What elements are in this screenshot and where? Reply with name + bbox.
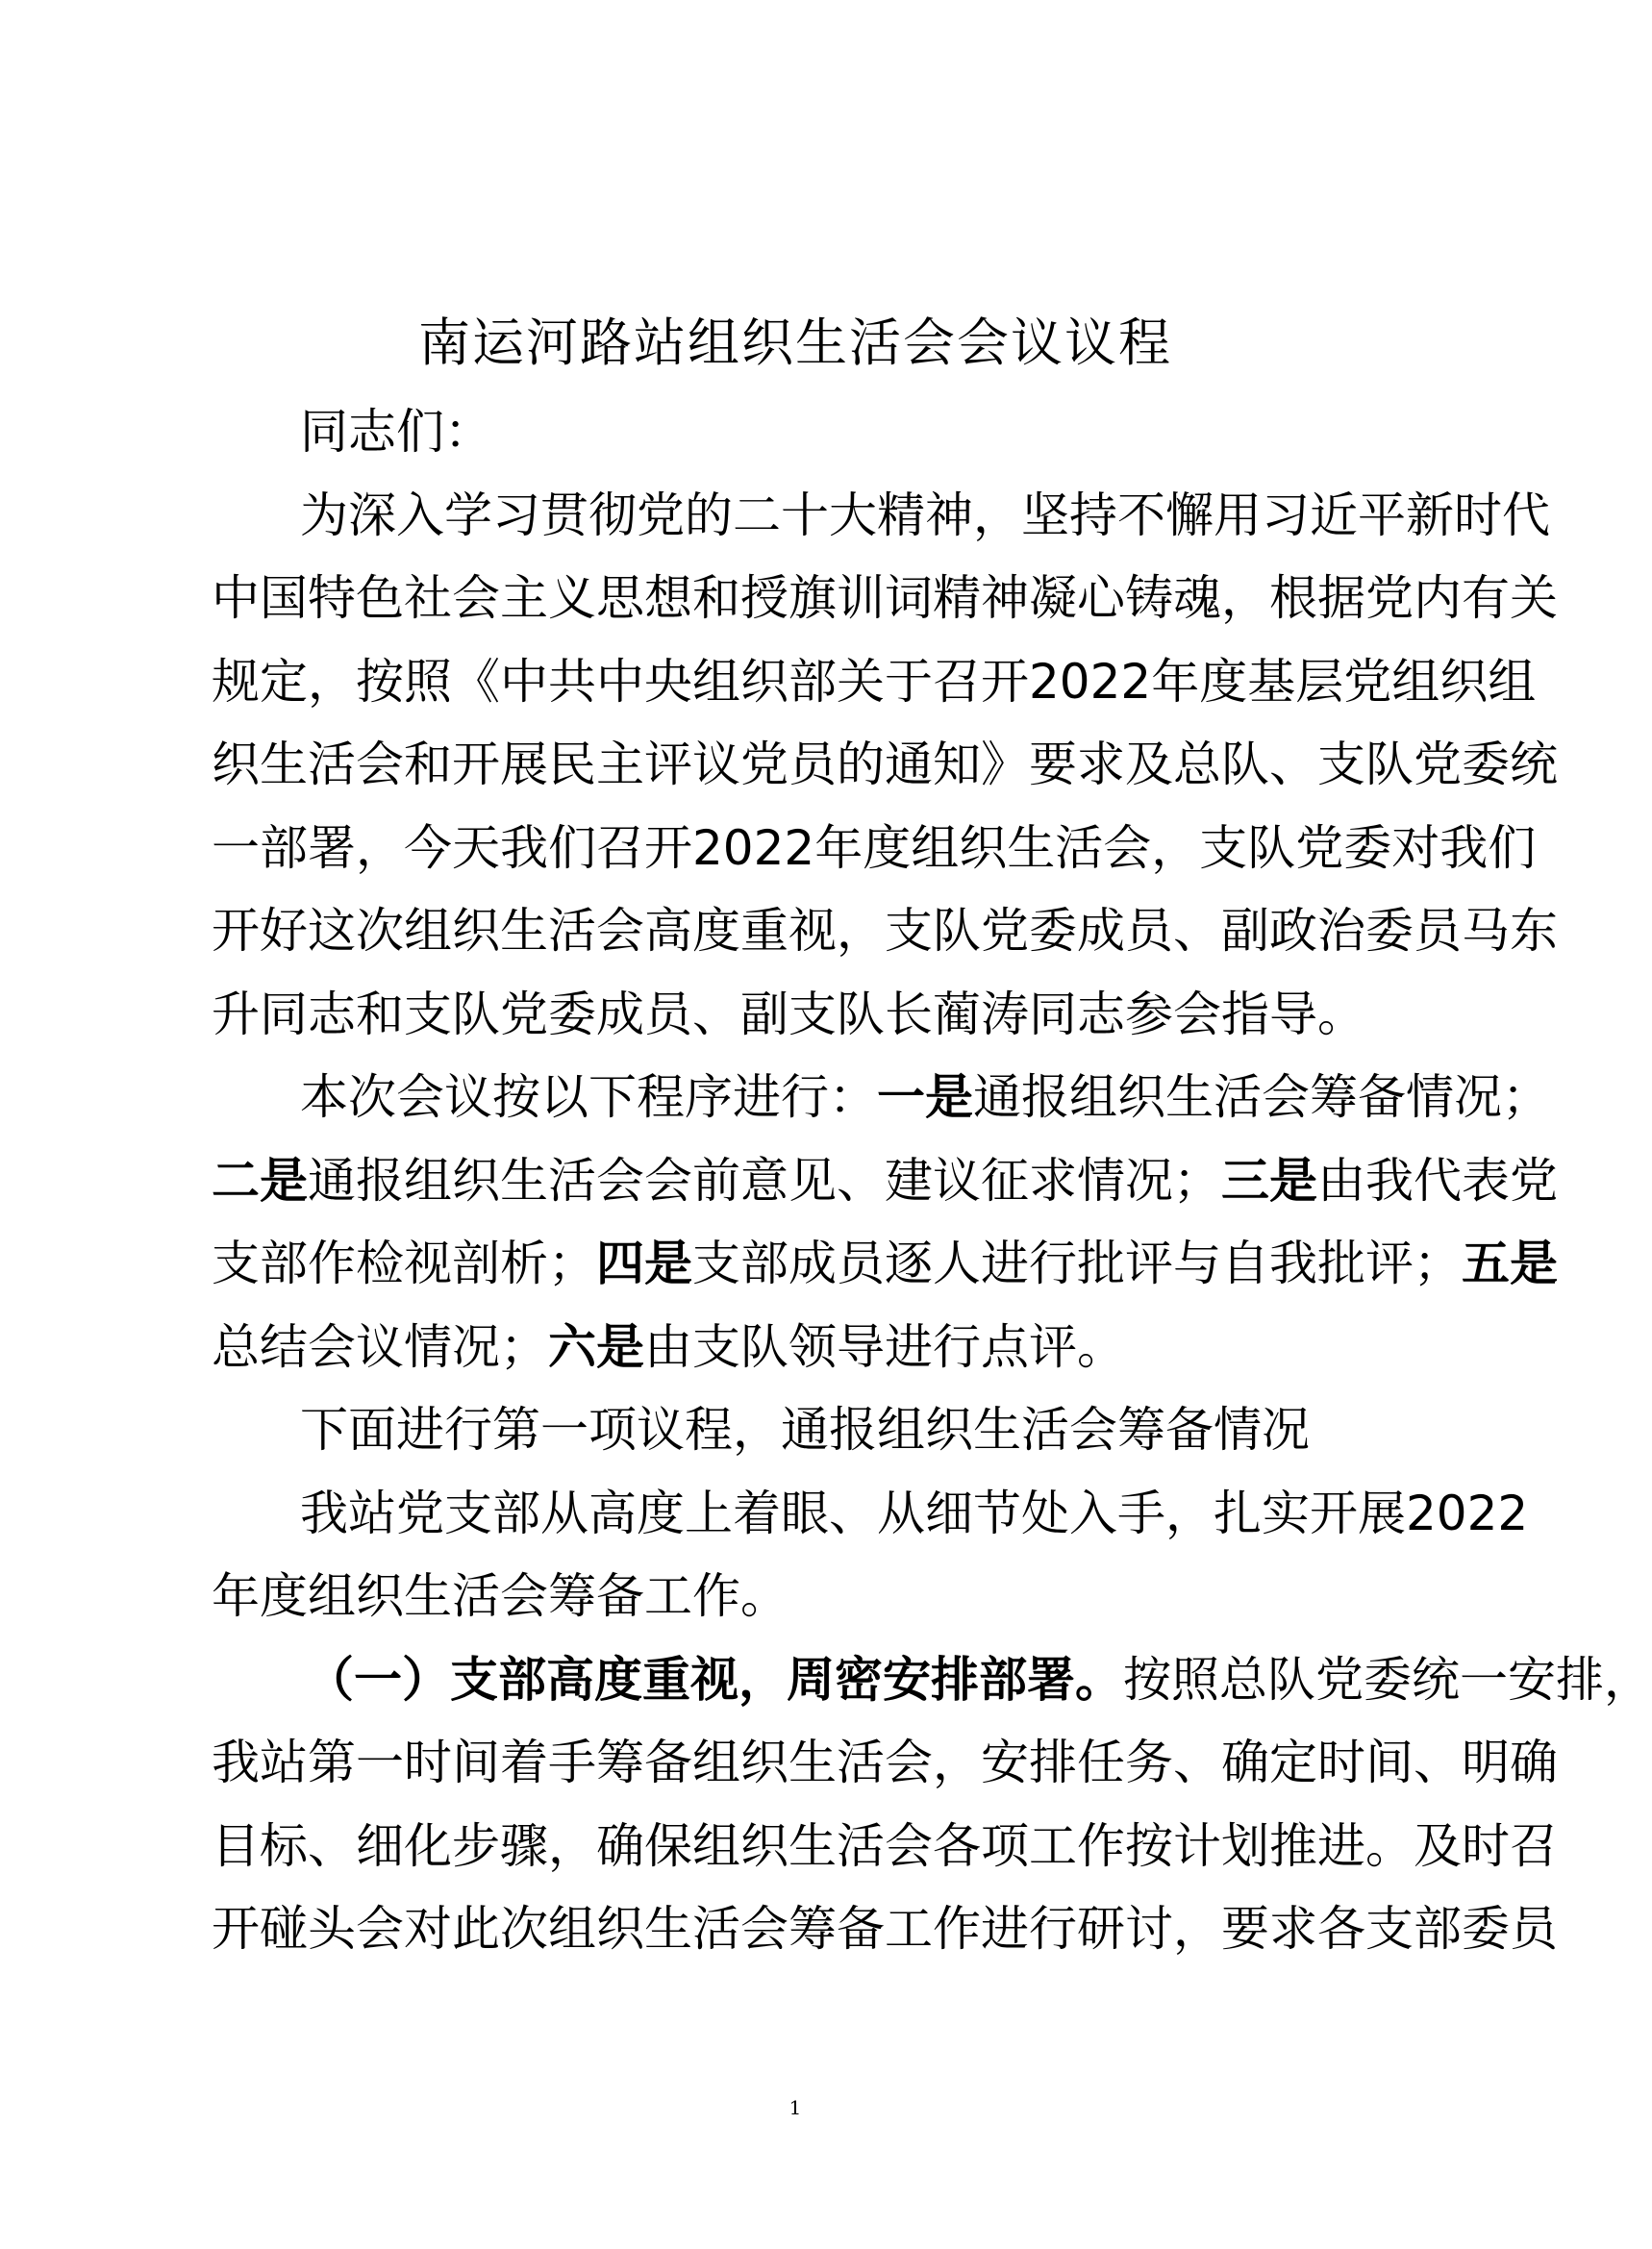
text-segment: 织生活会和开展民主评议党员的通知》要求及总队、支队党委统 [212, 737, 1558, 792]
text-segment: 中国特色社会主义思想和授旗训词精神凝心铸魂，根据党内有关 [212, 570, 1558, 626]
page-number: 1 [788, 2096, 802, 2119]
text-line [212, 1721, 1558, 1805]
text-segment: 开碰头会对此次组织生活会筹备工作进行研讨，要求各支部委员 [212, 1901, 1558, 1957]
text-line [212, 557, 1558, 640]
text-line [212, 1139, 1558, 1223]
text-segment: 支部作检视剖析； [212, 1236, 596, 1291]
text-segment: 支部成员逐人进行批评与自我批评； [692, 1236, 1462, 1291]
text-segment: 按照总队党委统一安排， [1123, 1651, 1652, 1708]
text-line [212, 1638, 1652, 1722]
text-segment: 规定，按照《中共中央组织部关于召开2022年度基层党组织组 [212, 653, 1537, 710]
bold-text: 二是 [212, 1152, 308, 1209]
text-segment: 总结会议情况； [212, 1318, 548, 1375]
text-line [212, 1222, 1558, 1306]
text-segment: 为深入学习贯彻党的二十大精神，坚持不懈用习近平新时代 [300, 487, 1550, 543]
bold-text: 四是 [596, 1236, 692, 1291]
text-line [212, 1887, 1558, 1971]
bold-text: 五是 [1462, 1236, 1558, 1291]
bold-text: 一是 [877, 1069, 973, 1125]
text-line [212, 807, 1537, 890]
text-segment: 由支队领导进行点评。 [644, 1318, 1125, 1375]
text-segment: 通报组织生活会筹备情况； [973, 1069, 1550, 1125]
text-segment: 通报组织生活会会前意见、建议征求情况； [308, 1152, 1221, 1209]
document-title: 南运河路站组织生活会会议议程 [418, 312, 1172, 373]
text-segment: 目标、细化步骤，确保组织生活会各项工作按计划推进。及时召 [212, 1817, 1558, 1874]
text-line [212, 1472, 1529, 1556]
text-segment: 我站党支部从高度上着眼、从细节处入手，扎实开展2022 [300, 1485, 1529, 1541]
text-segment: 由我代表党 [1317, 1152, 1558, 1209]
text-segment: 一部署，今天我们召开2022年度组织生活会，支队党委对我们 [212, 819, 1537, 876]
text-line [212, 1306, 1400, 1389]
text-line [212, 1555, 1400, 1638]
text-line [212, 390, 1400, 474]
text-line [212, 1805, 1558, 1888]
text-segment: 升同志和支队党委成员、副支队长蔺涛同志参会指导。 [212, 986, 1365, 1042]
text-line [212, 973, 1400, 1057]
text-segment: 下面进行第一项议程，通报组织生活会筹备情况 [300, 1402, 1310, 1458]
document-body [212, 390, 1652, 1971]
text-line [212, 474, 1550, 558]
text-segment: 年度组织生活会筹备工作。 [212, 1568, 788, 1624]
text-segment: 我站第一时间着手筹备组织生活会，安排任务、确定时间、明确 [212, 1735, 1558, 1790]
text-line [212, 1056, 1550, 1139]
text-segment: 本次会议按以下程序进行： [300, 1069, 877, 1125]
text-line [212, 723, 1558, 807]
text-line [212, 640, 1537, 724]
text-line [212, 1388, 1400, 1472]
bold-text: 六是 [548, 1318, 644, 1375]
text-segment: 开好这次组织生活会高度重视，支队党委成员、副政治委员马东 [212, 903, 1558, 959]
text-segment: 同志们： [300, 404, 492, 460]
bold-text: 三是 [1221, 1152, 1317, 1209]
text-line [212, 889, 1558, 973]
bold-text: （一）支部高度重视，周密安排部署。 [306, 1651, 1123, 1708]
